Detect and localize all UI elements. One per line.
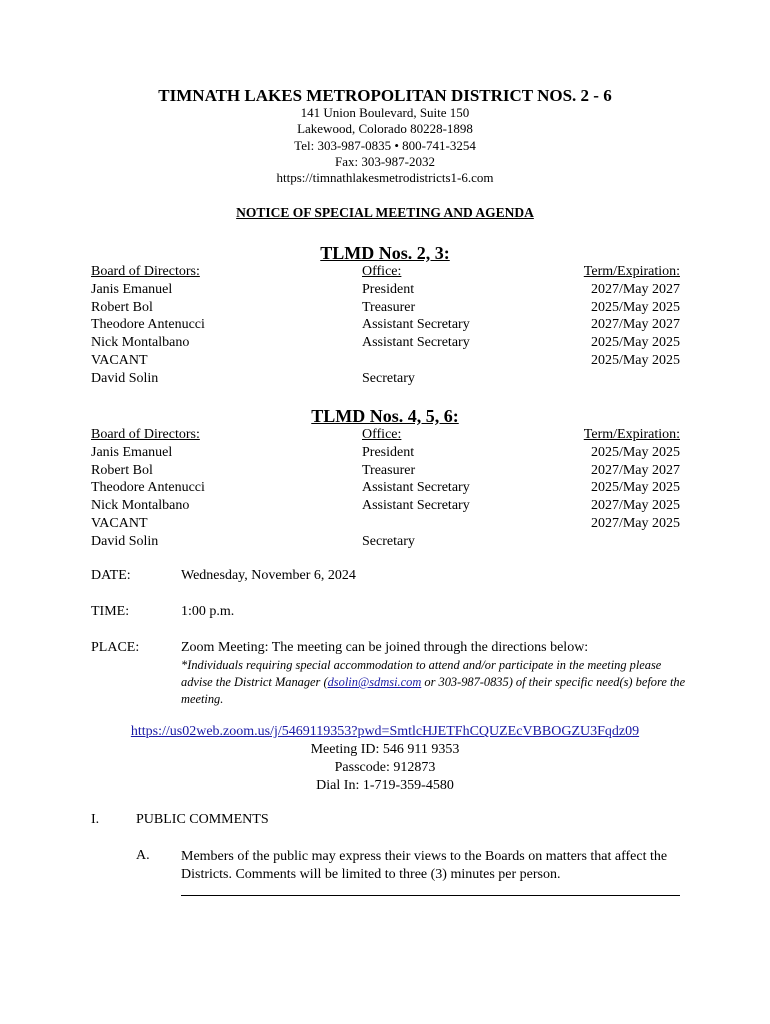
director-name: Nick Montalbano (91, 335, 190, 351)
accommodation-note (181, 657, 686, 708)
note-text-start: *Individuals requiring special accommodation to attend and/or participate in the meeting please advise the District Manager ( (181, 658, 662, 689)
board-1-term-column (560, 263, 680, 388)
director-office: Secretary (362, 533, 415, 549)
address-phone: Tel: 303-987-0835 • 800-741-3254 (294, 137, 476, 153)
place-label: PLACE: (91, 640, 140, 655)
board-heading-4-5-6: TLMD Nos. 4, 5, 6: (311, 406, 459, 426)
director-term: 2025/May 2025 (590, 480, 680, 496)
director-name: David Solin (91, 370, 159, 386)
zoom-link[interactable]: https://us02web.zoom.us/j/5469119353?pwd=SmtlcHJETFhCQUZEcVBBOGZU3Fqdz09 (130, 724, 640, 739)
agenda-section-title: PUBLIC COMMENTS (136, 812, 269, 827)
agenda-section-number: I. (91, 812, 100, 827)
director-name: Janis Emanuel (91, 281, 173, 297)
director-name: David Solin (91, 533, 159, 549)
director-term: 2027/May 2025 (590, 498, 680, 514)
board-1-directors-column (91, 263, 205, 388)
board-2-office-column (362, 426, 470, 551)
board-1-office-column (362, 263, 470, 388)
director-term: 2025/May 2025 (590, 444, 680, 460)
board-2-directors-column (91, 426, 205, 551)
note-text-end: or 303-987-0835) of their specific need(s) before the meeting. (181, 675, 686, 706)
board-2-term-column (560, 426, 680, 551)
director-term (560, 533, 680, 551)
manager-email-link[interactable]: dsolin@sdmsi.com (327, 675, 422, 689)
director-office (362, 352, 470, 370)
director-name: Robert Bol (91, 462, 153, 478)
director-office: Secretary (362, 370, 415, 386)
time-value: 1:00 p.m. (181, 604, 235, 619)
director-term: 2025/May 2025 (590, 335, 680, 351)
director-office: Assistant Secretary (362, 335, 470, 351)
director-name: Theodore Antenucci (91, 317, 205, 333)
director-name: Theodore Antenucci (91, 480, 205, 496)
director-term (560, 370, 680, 388)
zoom-details (0, 723, 770, 795)
address-street: 141 Union Boulevard, Suite 150 (300, 105, 470, 120)
director-name: VACANT (91, 515, 148, 531)
director-office: Assistant Secretary (362, 317, 470, 333)
director-name: Robert Bol (91, 299, 153, 315)
meeting-passcode: Passcode: 912873 (334, 760, 436, 775)
notice-heading: NOTICE OF SPECIAL MEETING AND AGENDA (236, 205, 534, 220)
agenda-item-letter: A. (136, 848, 150, 863)
office-header: Office: (362, 264, 402, 279)
director-office: President (362, 444, 415, 460)
director-name: Janis Emanuel (91, 444, 173, 460)
place-value: Zoom Meeting: The meeting can be joined through the directions below: (181, 640, 589, 655)
agenda-item-text: Members of the public may express their views to the Boards on matters that affect the Districts. Comments will be limited to three (3) minutes per person. (181, 849, 668, 882)
district-title: TIMNATH LAKES METROPOLITAN DISTRICT NOS. 2 - 6 (158, 86, 612, 105)
dial-in-number: Dial In: 1-719-359-4580 (316, 778, 454, 793)
directors-header: Board of Directors: (91, 427, 200, 442)
address-website[interactable]: https://timnathlakesmetrodistricts1-6.com (276, 170, 494, 186)
director-office: Assistant Secretary (362, 480, 470, 496)
director-office: President (362, 281, 415, 297)
director-term: 2027/May 2027 (590, 317, 680, 333)
meeting-id: Meeting ID: 546 911 9353 (310, 742, 460, 757)
director-office (362, 515, 470, 533)
signature-rule (181, 895, 680, 896)
term-header: Term/Expiration: (583, 264, 680, 279)
term-header: Term/Expiration: (583, 427, 680, 442)
directors-header: Board of Directors: (91, 264, 200, 279)
district-address (0, 105, 770, 186)
director-office: Assistant Secretary (362, 498, 470, 514)
address-city: Lakewood, Colorado 80228-1898 (297, 121, 473, 137)
date-value: Wednesday, November 6, 2024 (181, 568, 356, 583)
time-label: TIME: (91, 604, 130, 619)
director-term: 2027/May 2027 (590, 462, 680, 478)
board-heading-2-3: TLMD Nos. 2, 3: (320, 243, 450, 263)
director-term: 2027/May 2025 (590, 515, 680, 531)
date-label: DATE: (91, 568, 131, 583)
director-term: 2027/May 2027 (590, 281, 680, 297)
director-office: Treasurer (362, 299, 416, 315)
address-fax: Fax: 303-987-2032 (334, 153, 436, 169)
director-office: Treasurer (362, 462, 416, 478)
director-term: 2025/May 2025 (590, 299, 680, 315)
director-term: 2025/May 2025 (590, 352, 680, 368)
director-name: Nick Montalbano (91, 498, 190, 514)
director-name: VACANT (91, 352, 148, 368)
office-header: Office: (362, 427, 402, 442)
